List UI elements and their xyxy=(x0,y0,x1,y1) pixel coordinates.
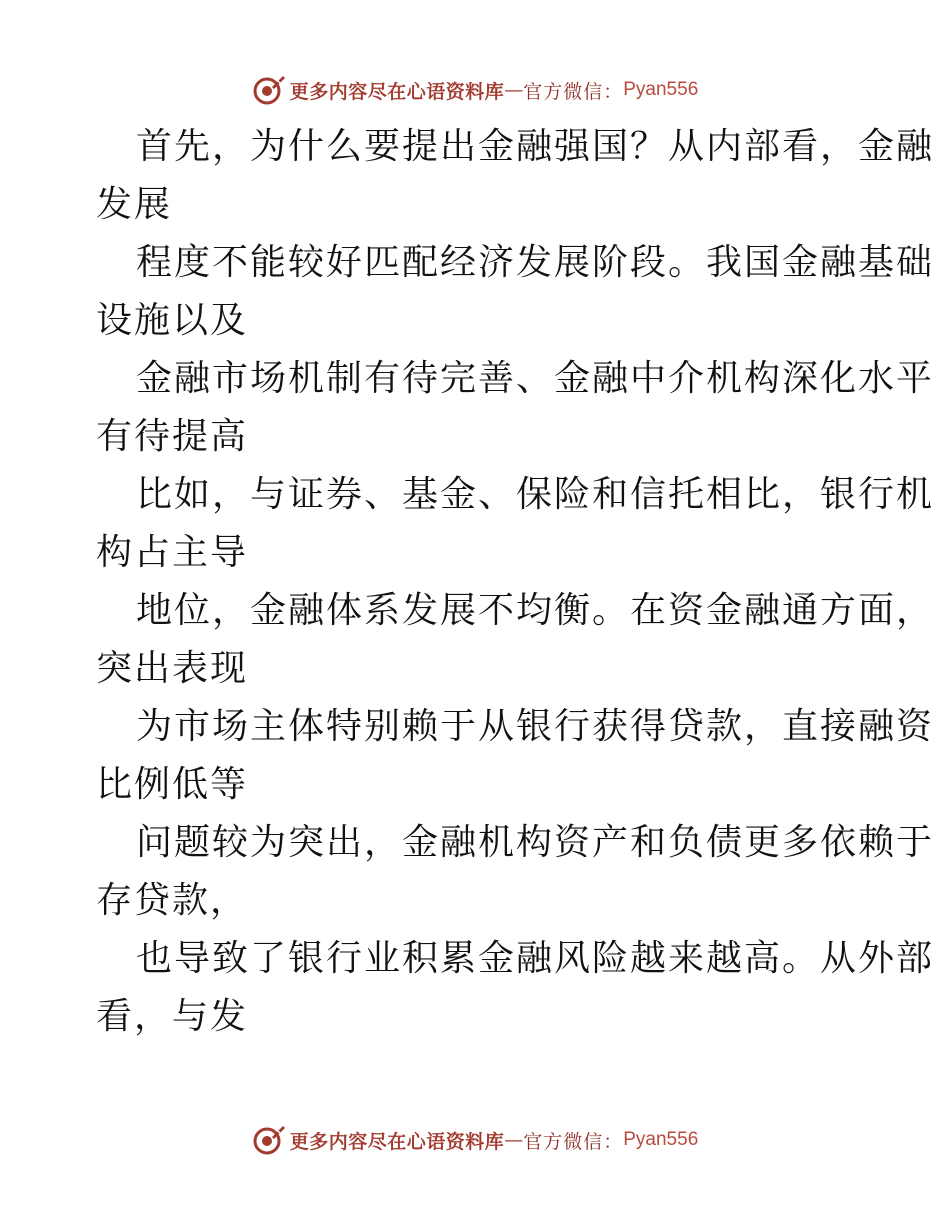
text-line: 比如，与证券、基金、保险和信托相比，银行机 xyxy=(136,474,935,515)
text-line: 程度不能较好匹配经济发展阶段。我国金融基础 xyxy=(136,242,935,283)
header-banner-main: 更多内容尽在心语资料库 xyxy=(289,80,505,103)
text-line: 存贷款， xyxy=(96,880,249,921)
text-line: 发展 xyxy=(96,184,173,225)
text-line: 设施以及 xyxy=(96,300,249,341)
pen-nib-logo-icon xyxy=(252,73,286,107)
text-line: 地位，金融体系发展不均衡。在资金融通方面， xyxy=(136,590,935,631)
text-line: 有待提高 xyxy=(96,416,249,457)
text-line: 看，与发 xyxy=(96,996,249,1037)
header-wechat-id: Pyan556 xyxy=(623,79,699,100)
footer-banner-main: 更多内容尽在心语资料库 xyxy=(289,1130,505,1153)
footer-banner xyxy=(0,1120,950,1160)
header-banner xyxy=(0,70,950,110)
text-line: 突出表现 xyxy=(96,648,249,689)
body-text xyxy=(96,118,935,1046)
footer-banner-separator: — xyxy=(504,1129,524,1151)
text-line: 构占主导 xyxy=(96,532,249,573)
footer-banner-suffix: 官方微信： xyxy=(523,1130,624,1153)
text-line: 问题较为突出，金融机构资产和负债更多依赖于 xyxy=(136,822,935,863)
text-line: 为市场主体特别赖于从银行获得贷款，直接融资 xyxy=(136,706,935,747)
footer-wechat-id: Pyan556 xyxy=(623,1129,699,1150)
header-banner-separator: — xyxy=(504,79,524,101)
text-line: 金融市场机制有待完善、金融中介机构深化水平 xyxy=(136,358,935,399)
pen-nib-logo-icon xyxy=(252,1123,286,1157)
text-line: 也导致了银行业积累金融风险越来越高。从外部 xyxy=(136,938,935,979)
header-banner-suffix: 官方微信： xyxy=(523,80,624,103)
text-line: 首先，为什么要提出金融强国？从内部看，金融 xyxy=(136,126,935,167)
text-line: 比例低等 xyxy=(96,764,249,805)
